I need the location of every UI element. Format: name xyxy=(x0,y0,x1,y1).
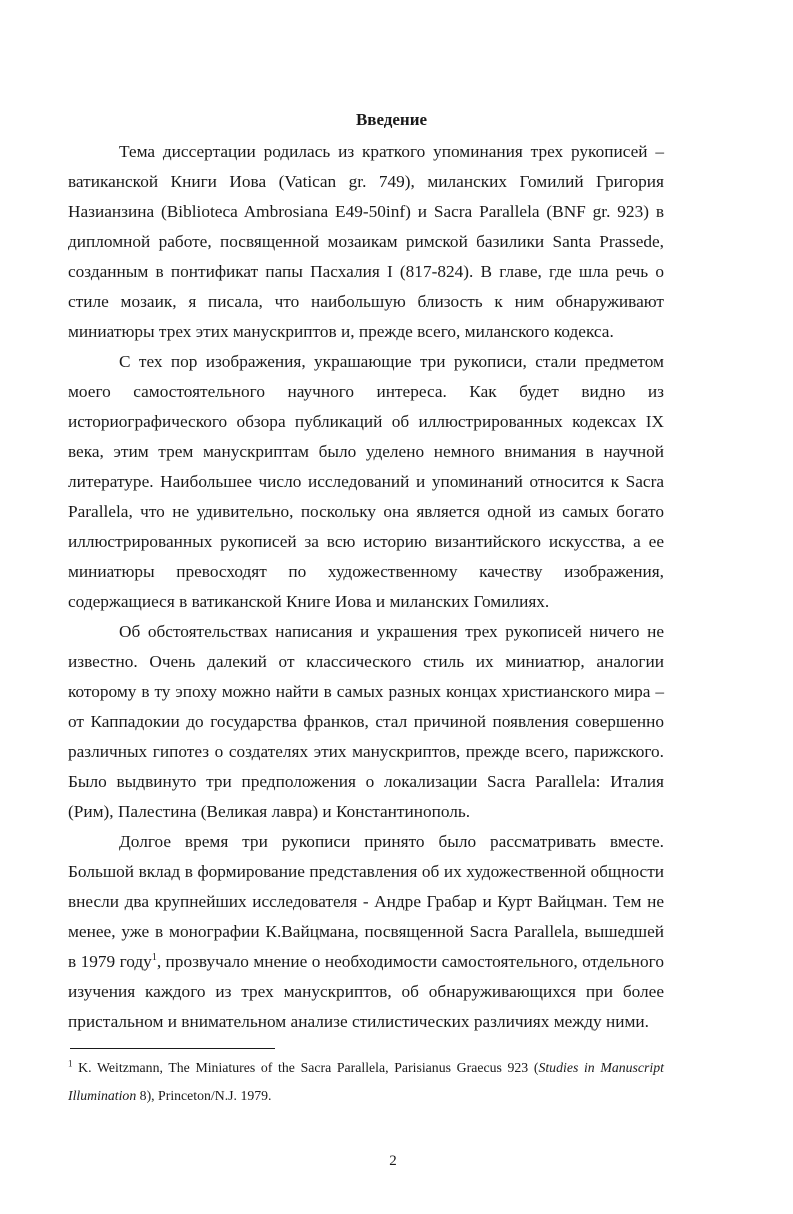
footnote-divider xyxy=(70,1048,275,1049)
footnote-series-title: Studies in Manuscript Illumination xyxy=(68,1060,664,1103)
body-text xyxy=(68,137,664,1037)
footnote-reference[interactable]: 1 xyxy=(151,952,157,964)
section-heading: Введение xyxy=(355,110,428,129)
footnote-text-after-italic: 8), Princeton/N.J. 1979. xyxy=(136,1088,272,1103)
page-number: 2 xyxy=(389,1153,397,1169)
paragraph-1: Тема диссертации родилась из краткого упоминания трех рукописей – ватиканской Книги Иова (Vatican gr. 749), миланских Гомилий Григория Назианзина (Biblioteca Ambrosiana E49-50inf) и Sacra Parallela (BNF gr. 923) в дипломной работе, посвященной мозаикам римской базилики Santa Prassede, созданным в понтификат папы Пасхалия I (817-824). В главе, где шла речь о стиле мозаик, я писала, что наибольшую близость к ним обнаруживают миниатюры трех этих манускриптов и, прежде всего, миланского кодекса. xyxy=(68,142,664,341)
paragraph-4-text-after-ref: , прозвучало мнение о необходимости самостоятельного, отдельного изучения каждого из трех манускриптов, об обнаруживающихся при более пристальном и внимательном анализе стилистических различиях между ними. xyxy=(68,952,664,1031)
footnote-mark: 1 xyxy=(68,1058,73,1069)
paragraph-2: С тех пор изображения, украшающие три рукописи, стали предметом моего самостоятельного научного интереса. Как будет видно из историографического обзора публикаций об иллюстрированных кодексах IX века, этим трем манускриптам было уделено немного внимания в научной литературе. Наибольшее число исследований и упоминаний относится к Sacra Parallela, что не удивительно, поскольку она является одной из самых богато иллюстрированных рукописей за всю историю византийского искусства, а ее миниатюры превосходят по художественному качеству изображения, содержащиеся в ватиканской Книге Иова и миланских Гомилиях. xyxy=(68,352,664,611)
paragraph-4-text-before-ref: Долгое время три рукописи принято было рассматривать вместе. Большой вклад в формирование представления об их художественной общности внесли два крупнейших исследователя - Андре Грабар и Курт Вайцман. Тем не менее, уже в монографии К.Вайцмана, посвященной Sacra Parallela, вышедшей в 1979 году xyxy=(68,832,664,971)
footnote-text-before-italic: K. Weitzmann, The Miniatures of the Sacra Parallela, Parisianus Graecus 923 ( xyxy=(72,1060,539,1075)
paragraph-4 xyxy=(68,827,664,1037)
footnote xyxy=(68,1054,664,1110)
paragraph-3: Об обстоятельствах написания и украшения трех рукописей ничего не известно. Очень далекий от классического стиль их миниатюр, аналогии которому в ту эпоху можно найти в самых разных концах христианского мира – от Каппадокии до государства франков, стал причиной появления совершенно различных гипотез о создателях этих манускриптов, прежде всего, парижского. Было выдвинуто три предположения о локализации Sacra Parallela: Италия (Рим), Палестина (Великая лавра) и Константинополь. xyxy=(68,622,664,821)
